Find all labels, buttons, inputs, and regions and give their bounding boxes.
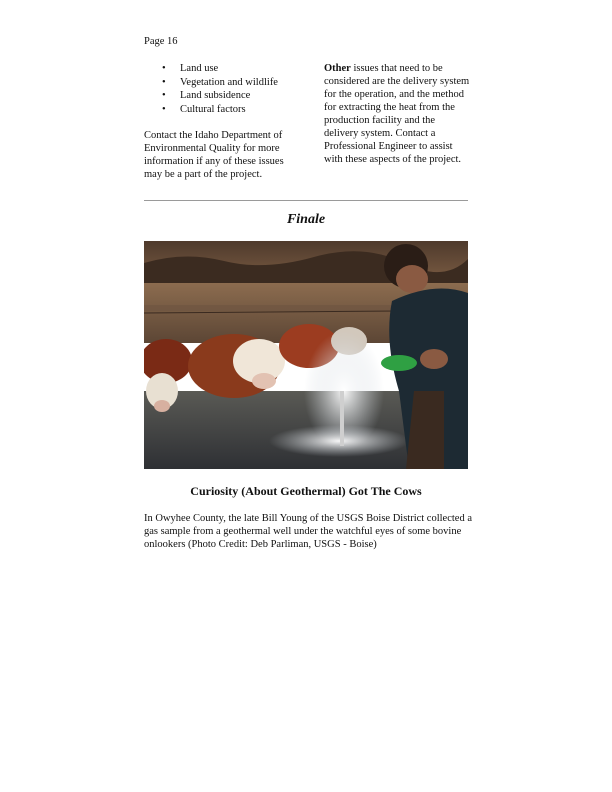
page-number: Page 16: [144, 36, 178, 47]
right-column: [324, 62, 472, 166]
list-item: • Land use: [162, 63, 219, 74]
bullet-icon: •: [162, 90, 166, 101]
section-title: Finale: [286, 212, 326, 227]
list-item: • Vegetation and wildlife: [162, 76, 278, 88]
photo-cows-geothermal-well: [144, 241, 468, 469]
other-issues-paragraph: [324, 62, 472, 166]
issues-bullet-list: [144, 62, 300, 116]
photo-illustration: [144, 241, 468, 469]
photo-caption-body: In Owyhee County, the late Bill Young of the USGS Boise District collected a gas sample from a geothermal well under the watchful eyes of some bovine onlookers (Photo Credit: Deb Parliman, USGS - Boise): [144, 513, 472, 550]
deq-contact-paragraph: Contact the Idaho Department of Environmental Quality for more information if any of these issues may be a part of the project.: [144, 130, 284, 180]
section-divider: [144, 200, 468, 201]
bullet-icon: •: [162, 63, 166, 74]
other-issues-text: issues that need to be considered are the delivery system for the operation, and the method for extracting the heat from the production facility and the delivery system. Contact a Professional Engineer to assist with these aspects of the project.: [324, 63, 470, 165]
bullet-icon: •: [162, 103, 166, 115]
list-item: • Land subsidence: [162, 90, 251, 101]
bullet-icon: •: [162, 76, 166, 88]
photo-caption-title: Curiosity (About Geothermal) Got The Cows: [190, 484, 422, 498]
list-item: • Cultural factors: [162, 103, 246, 115]
lead-word: Other: [324, 63, 351, 74]
left-column: [144, 62, 300, 181]
